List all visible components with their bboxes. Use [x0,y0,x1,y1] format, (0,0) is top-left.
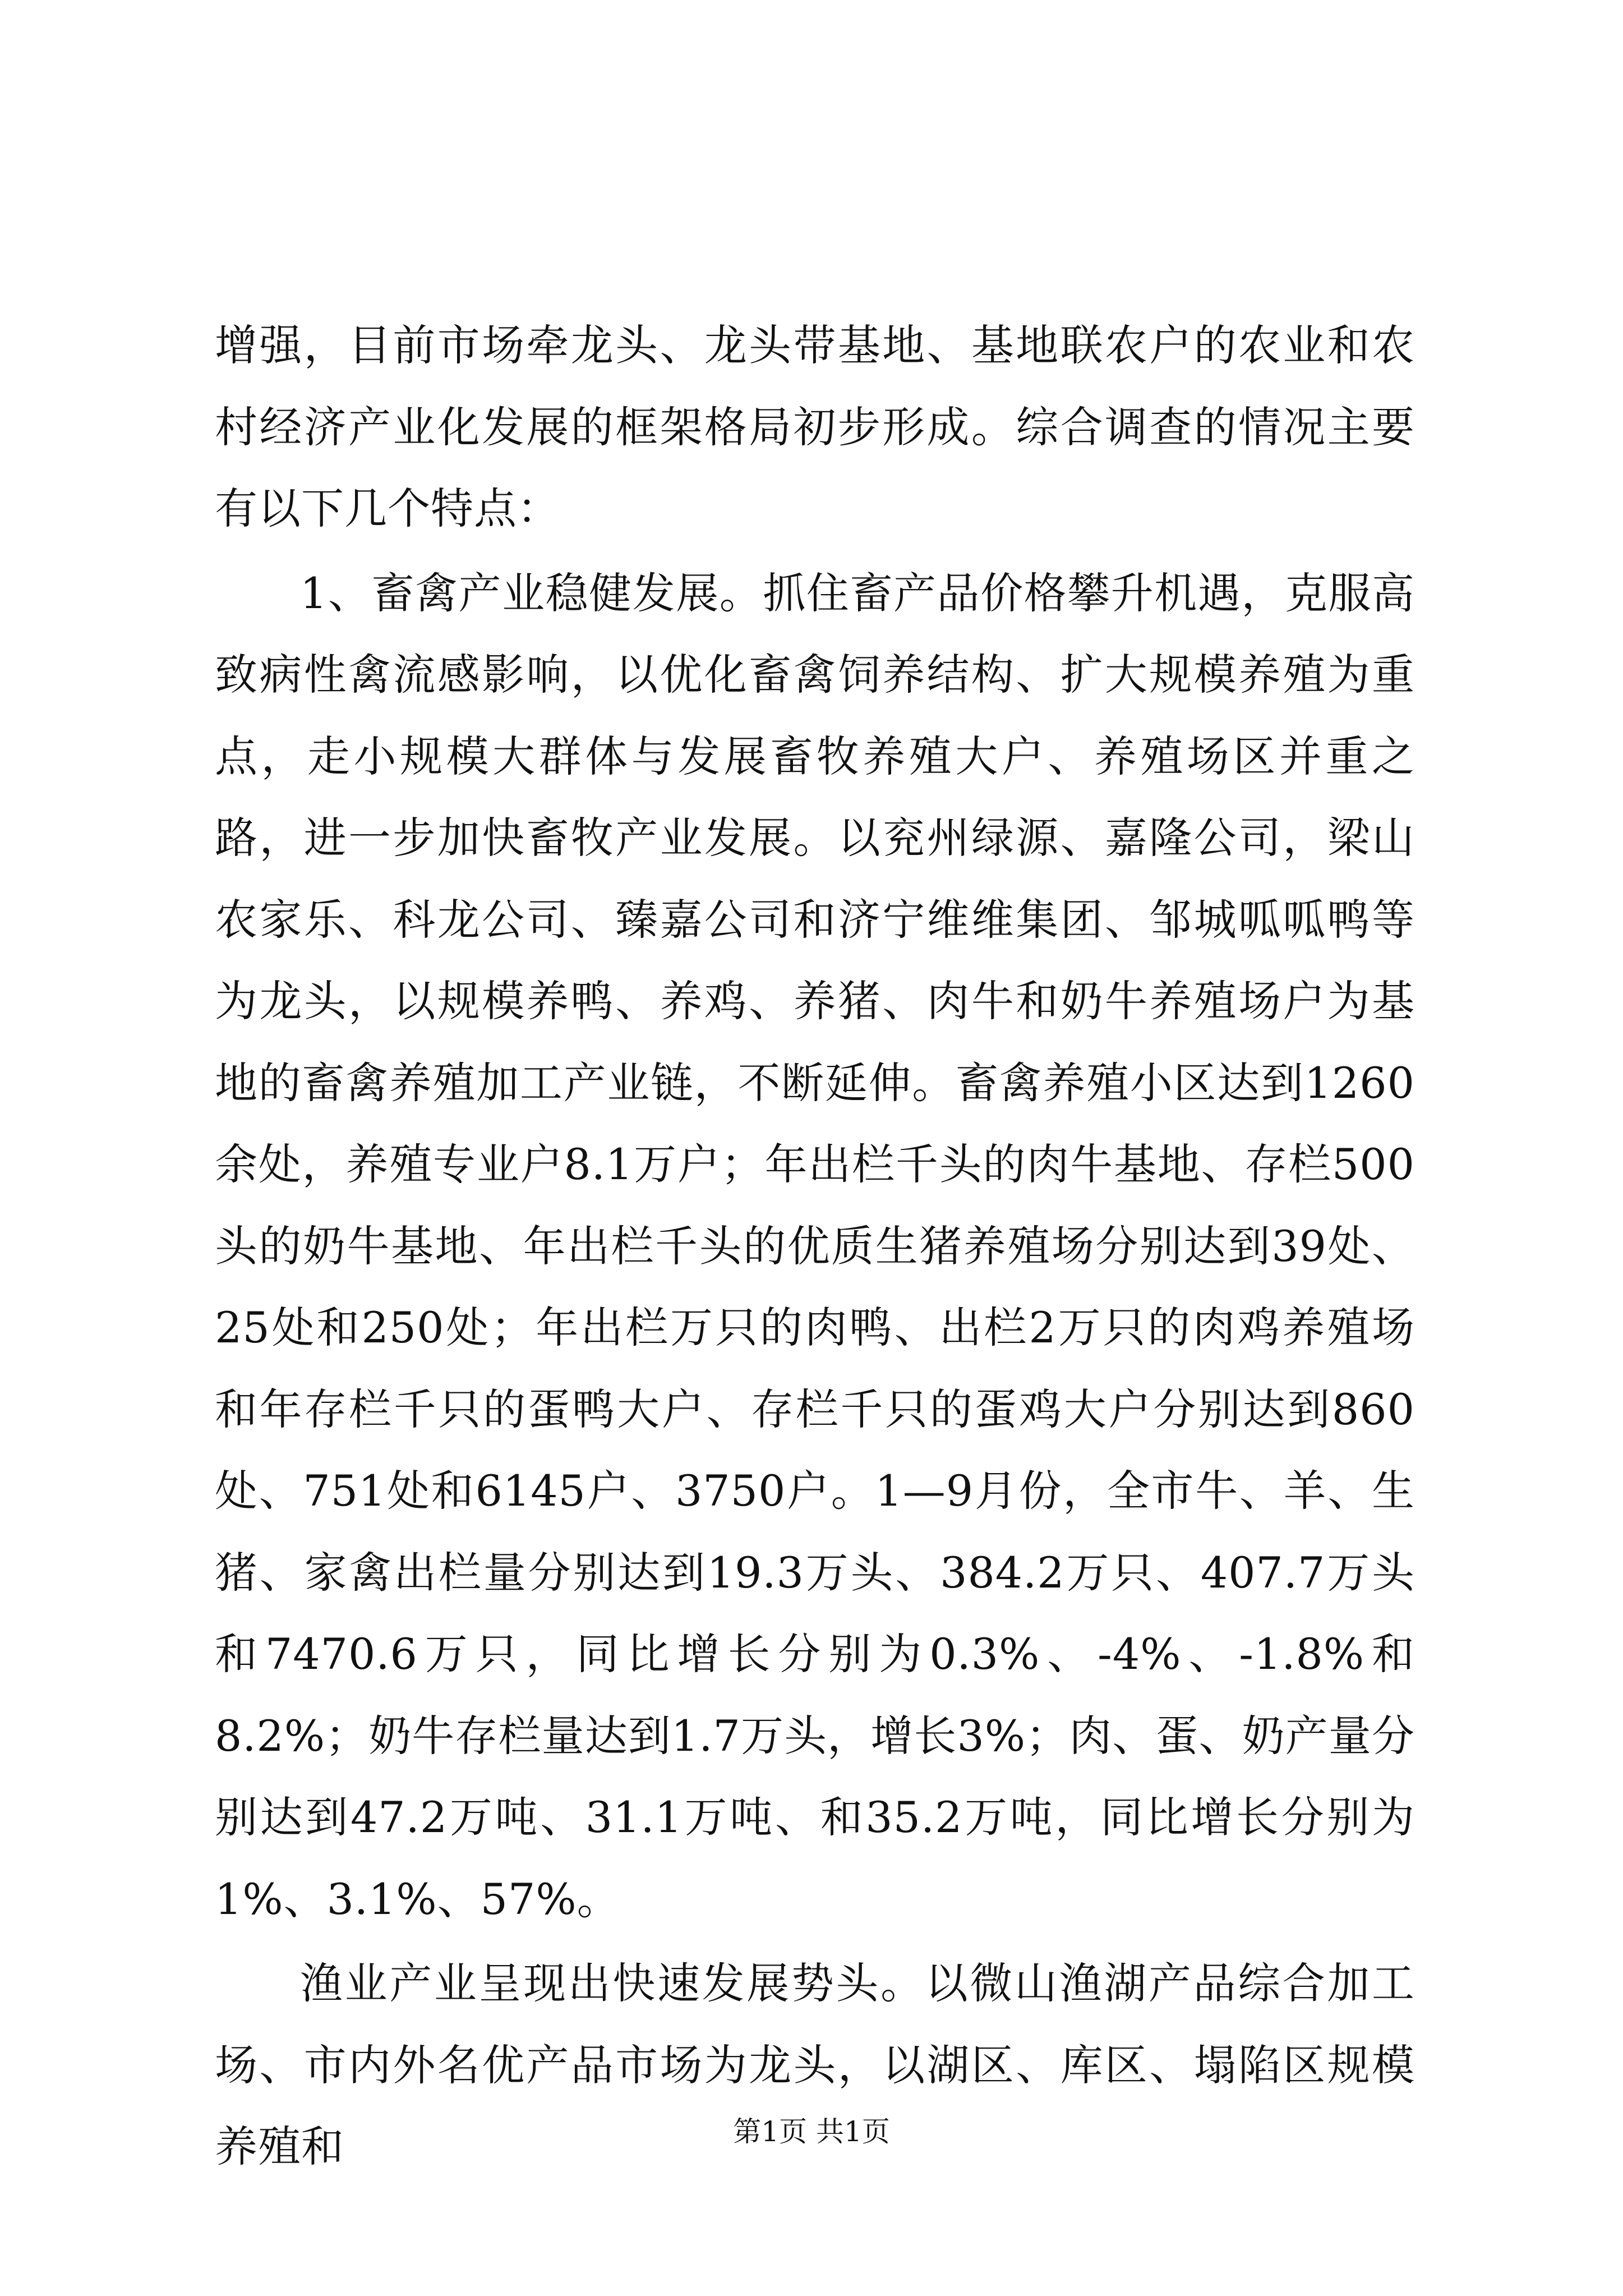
document-body [215,305,1415,2188]
paragraph-fishery: 渔业产业呈现出快速发展势头。以微山渔湖产品综合加工场、市内外名优产品市场为龙头，以湖区、库区、塌陷区规模养殖和 [215,1958,1415,2171]
page-footer: 第1页 共1页 [733,2115,890,2148]
paragraph-livestock: 1、畜禽产业稳健发展。抓住畜产品价格攀升机遇，克服高致病性禽流感影响，以优化畜禽饲养结构、扩大规模养殖为重点，走小规模大群体与发展畜牧养殖大户、养殖场区并重之路，进一步加快畜牧产业发展。以兖州绿源、嘉隆公司，梁山农家乐、科龙公司、臻嘉公司和济宁维维集团、邹城呱呱鸭等为龙头，以规模养鸭、养鸡、养猪、肉牛和奶牛养殖场户为基地的畜禽养殖加工产业链，不断延伸。畜禽养殖小区达到1260余处，养殖专业户8.1万户；年出栏千头的肉牛基地、存栏500头的奶牛基地、年出栏千头的优质生猪养殖场分别达到39处、25处和250处；年出栏万只的肉鸭、出栏2万只的肉鸡养殖场和年存栏千只的蛋鸭大户、存栏千只的蛋鸡大户分别达到860处、751处和6145户、3750户。1—9月份，全市牛、羊、生猪、家禽出栏量分别达到19.3万头、384.2万只、407.7万头和7470.6万只，同比增长分别为0.3%、-4%、-1.8%和8.2%；奶牛存栏量达到1.7万头，增长3%；肉、蛋、奶产量分别达到47.2万吨、31.1万吨、和35.2万吨，同比增长分别为1%、3.1%、57%。 [215,568,1415,1924]
paragraph-intro: 增强，目前市场牵龙头、龙头带基地、基地联农户的农业和农村经济产业化发展的框架格局初步形成。综合调查的情况主要有以下几个特点： [215,320,1415,533]
